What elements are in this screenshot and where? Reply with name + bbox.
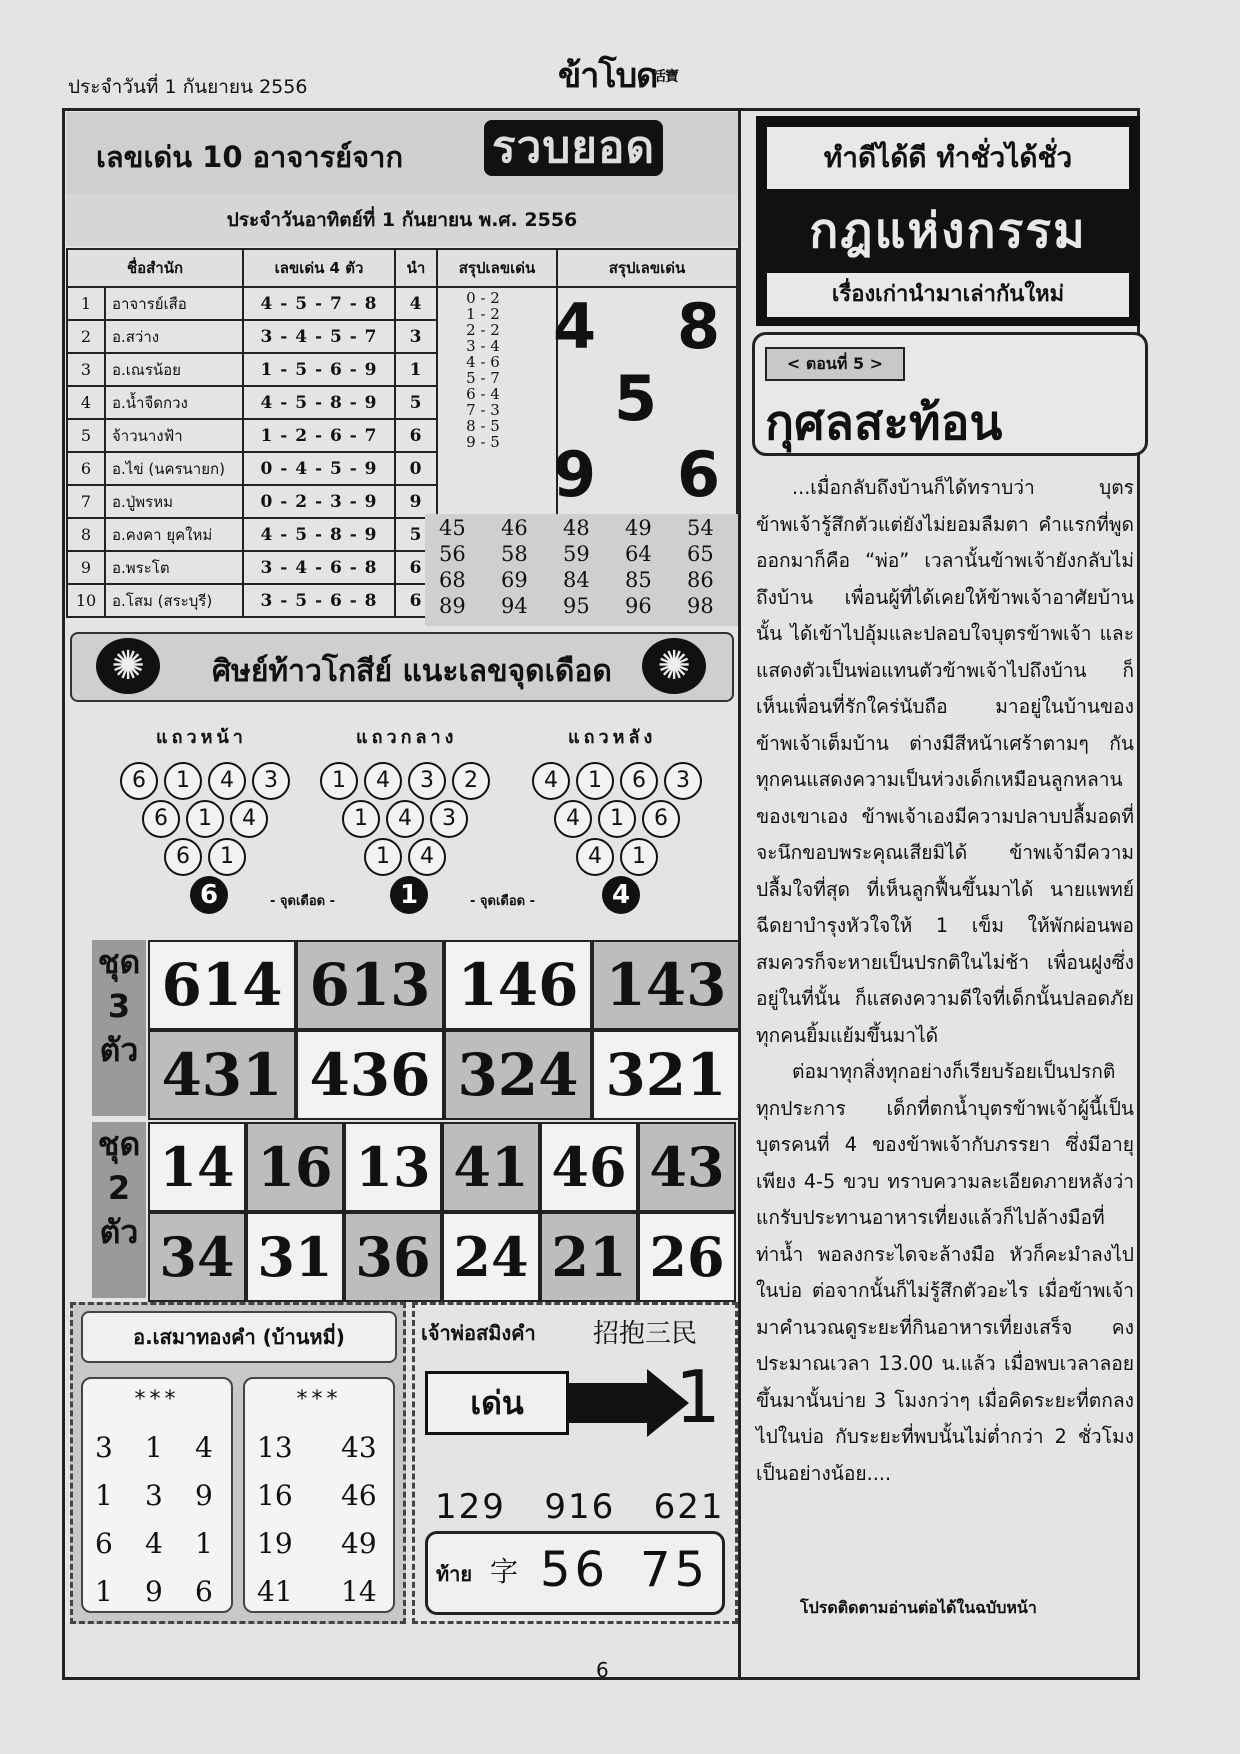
karma-banner [756,116,1140,326]
lead-digit: 1 [395,353,437,386]
number-ball: 1 [320,762,358,800]
hot-number: 1 [390,876,428,914]
set3-label [92,940,146,1116]
number-ball: 6 [120,762,158,800]
tenmasters-title: เลขเด่น 10 อาจารย์จาก [96,140,404,174]
set3-label-1: ชุด [97,943,141,981]
pair: 2 - 2 [466,321,500,339]
grid-number: 98 [687,594,714,618]
sema-left-panel [81,1377,233,1613]
office-name: อ.คงคา ยุคใหม่ [105,518,243,551]
set3-number: 146 [444,940,592,1030]
lead-digit: 6 [395,551,437,584]
number-ball: 4 [532,762,570,800]
set3-number: 436 [296,1030,444,1120]
tail-label: ท้าย [436,1562,473,1586]
continue-note: โปรดติดตามอ่านต่อได้ในฉบับหน้า [800,1598,1037,1617]
tail-zi: 字 [490,1555,519,1588]
pair: 0 - 2 [466,289,500,307]
lead-digit: 6 [395,584,437,617]
table-row [67,287,737,320]
grid-number: 54 [687,516,714,540]
set2-number: 43 [638,1122,736,1212]
grid-number: 69 [501,568,528,592]
number-ball: 1 [164,762,202,800]
four-digits: 3 - 5 - 6 - 8 [243,584,395,617]
set2-number: 14 [148,1122,246,1212]
karma-subtitle: เรื่องเก่านำมาเล่ากันใหม่ [767,273,1129,317]
pair-list [423,290,543,450]
lead-digit: 4 [395,287,437,320]
summary-digit: 4 [553,290,597,363]
number-ball: 3 [408,762,446,800]
set3-number: 324 [444,1030,592,1120]
office-name: อ.เณรน้อย [105,353,243,386]
set2-number: 24 [442,1212,540,1302]
flower-icon: ✺ [642,638,706,694]
jaopho-cjk: 招抱三民 [593,1319,698,1349]
col-header-summary-1: สรุปเลขเด่น [437,249,557,287]
lead-digit: 3 [395,320,437,353]
row-index: 7 [67,485,105,518]
grid-number: 59 [563,542,590,566]
sema-number: 9 [195,1479,213,1512]
sema-title: อ.เสมาทองคำ (บ้านหมี่) [81,1311,397,1363]
summary-digit: 8 [677,290,721,363]
number-ball: 1 [342,800,380,838]
pair: 1 - 2 [466,305,500,323]
office-name: อ.พระโต [105,551,243,584]
set3-number: 321 [592,1030,740,1120]
lead-digit: 5 [395,386,437,419]
row-label: แถวหลัง [568,727,657,748]
story-paragraph: ต่อมาทุกสิ่งทุกอย่างก็เรียบร้อยเป็นปรกติทุกประการ เด็กที่ตกน้ำบุตรข้าพเจ้าผู้นี้เป็นบุตรคนที่ 4 ของข้าพเจ้ากับภรรยา ซึ่งมีอายุเพียง 4-5 ขวบ ทราบความละเอียดภายหลังว่า แกรับประทานอาหารเที่ยงแล้วก็ไปล้างมือที่ท่าน้ำ พอลงกระไดจะล้างมือ หัวก็คะมำลงไปในบ่อ ต่อจากนั้นก็ไม่รู้สึกตัวอะไร เมื่อข้าพเจ้ามาคำนวณดูระยะที่กินอาหารเที่ยงเสร็จ คงประมาณเวลา 13.00 น.แล้ว เมื่อพบเวลาลอยขึ้นมานั้นบ่าย 3 โมงกว่าๆ เมื่อคิดระยะที่ตกลงไปในบ่อ กับระยะที่พบนั้นไม่ต่ำกว่า 2 ชั่วโมงเป็นอย่างน้อย.... [756,1060,1134,1485]
sema-number: 19 [257,1527,293,1560]
number-ball: 1 [208,838,246,876]
grid-number: 58 [501,542,528,566]
set2-number: 41 [442,1122,540,1212]
grid-number: 86 [687,568,714,592]
pair: 5 - 7 [466,369,500,387]
row-label: แถวหน้า [156,727,247,748]
set2-number: 36 [344,1212,442,1302]
row-index: 6 [67,452,105,485]
number-ball: 1 [364,838,402,876]
sema-number: 4 [195,1431,213,1464]
set2-number: 26 [638,1212,736,1302]
set3-label-3: ตัว [99,1031,139,1069]
grid-number: 85 [625,568,652,592]
number-ball: 1 [576,762,614,800]
set2-number: 46 [540,1122,638,1212]
four-digits: 3 - 4 - 6 - 8 [243,551,395,584]
office-name: อ.โสม (สระบุรี) [105,584,243,617]
set3-number: 614 [148,940,296,1030]
pair: 3 - 4 [466,337,500,355]
set2-number: 34 [148,1212,246,1302]
grid-number: 95 [563,594,590,618]
tail-number: 75 [640,1542,710,1598]
col-header-office: ชื่อสำนัก [67,249,243,287]
logo-sub: 活寶 [652,69,678,85]
row-index: 1 [67,287,105,320]
office-name: อ.สว่าง [105,320,243,353]
set2-label-3: ตัว [99,1213,139,1251]
four-digits: 4 - 5 - 8 - 9 [243,518,395,551]
number-ball: 4 [576,838,614,876]
stars: *** [296,1387,342,1412]
set2-label-1: ชุด [97,1125,141,1163]
number-ball: 1 [620,838,658,876]
number-ball: 4 [554,800,592,838]
sema-number: 43 [341,1431,377,1464]
episode-label: < ตอนที่ 5 > [765,347,905,381]
sema-number: 6 [195,1575,213,1608]
stars: *** [134,1387,180,1412]
office-name: อ.ปู่พรหม [105,485,243,518]
pair: 8 - 5 [466,417,500,435]
karma-title: กฎแห่งกรรม [809,203,1087,259]
lead-digit: 6 [395,419,437,452]
grid-number: 64 [625,542,652,566]
number-ball: 4 [208,762,246,800]
row-index: 2 [67,320,105,353]
office-name: อ.ไข่ (นครนายก) [105,452,243,485]
sema-number: 4 [145,1527,163,1560]
row-index: 3 [67,353,105,386]
sema-number: 49 [341,1527,377,1560]
number-ball: 1 [186,800,224,838]
hot-number: 6 [190,876,228,914]
newspaper-logo [558,48,678,100]
number-ball: 4 [364,762,402,800]
lead-digit: 0 [395,452,437,485]
disciple-banner [70,632,734,702]
pair: 7 - 3 [466,401,500,419]
sema-number: 3 [95,1431,113,1464]
flower-icon: ✺ [96,638,160,694]
four-digits: 4 - 5 - 8 - 9 [243,386,395,419]
tenmasters-date: ประจำวันอาทิตย์ที่ 1 กันยายน พ.ศ. 2556 [66,194,738,246]
pair: 9 - 5 [466,433,500,451]
sema-box [70,1302,406,1624]
set2-label-2: 2 [107,1169,131,1207]
tail-number: 56 [540,1542,610,1598]
episode-title: กุศลสะท้อน [765,395,1003,451]
row-index: 9 [67,551,105,584]
office-name: จ้าวนางฟ้า [105,419,243,452]
grid-number: 46 [501,516,528,540]
sema-number: 41 [257,1575,293,1608]
office-name: อ.น้ำจืดกวง [105,386,243,419]
office-name: อาจารย์เสือ [105,287,243,320]
number-ball: 6 [164,838,202,876]
number-ball: 1 [598,800,636,838]
sema-number: 1 [145,1431,163,1464]
karma-slogan: ทำดีได้ดี ทำชั่วได้ชั่ว [767,127,1129,189]
sema-number: 3 [145,1479,163,1512]
row-index: 10 [67,584,105,617]
summary-grid [425,514,738,626]
tail-box [425,1531,725,1615]
four-digits: 0 - 2 - 3 - 9 [243,485,395,518]
story-text [756,470,1134,1492]
number-ball: 4 [386,800,424,838]
number-ball: 3 [664,762,702,800]
grid-number: 84 [563,568,590,592]
summary-digit: 5 [614,362,658,435]
col-header-summary-2: สรุปเลขเด่น [557,249,737,287]
number-ball: 3 [252,762,290,800]
jaopho-box [412,1302,738,1624]
number-ball: 4 [408,838,446,876]
four-digits: 3 - 4 - 5 - 7 [243,320,395,353]
row-label: แถวกลาง [356,727,458,748]
sema-number: 16 [257,1479,293,1512]
set3-label-2: 3 [107,987,131,1025]
grid-number: 89 [439,594,466,618]
grid-number: 94 [501,594,528,618]
sema-number: 14 [341,1575,377,1608]
arrow-icon [569,1383,649,1423]
grid-number: 56 [439,542,466,566]
table-header-row [67,249,737,287]
sema-number: 6 [95,1527,113,1560]
col-header-digits: เลขเด่น 4 ตัว [243,249,395,287]
sema-number: 46 [341,1479,377,1512]
jaopho-title: เจ้าพ่อสมิงคำ [421,1321,536,1345]
lead-digit: 9 [395,485,437,518]
row-index: 5 [67,419,105,452]
set3-number: 613 [296,940,444,1030]
pair: 6 - 4 [466,385,500,403]
hot-label: - จุดเดือด - [270,894,336,909]
set2-number: 21 [540,1212,638,1302]
sema-number: 9 [145,1575,163,1608]
sema-number: 13 [257,1431,293,1464]
sema-number: 1 [95,1575,113,1608]
hot-number: 4 [602,876,640,914]
logo-text: ข้าโบด [558,56,658,96]
number-ball: 2 [452,762,490,800]
number-ball: 3 [430,800,468,838]
set2-number: 31 [246,1212,344,1302]
summary-digit: 9 [553,438,597,511]
summary-digit: 6 [677,438,721,511]
episode-box [752,332,1148,456]
tenmasters-banner [66,112,738,194]
column-divider [738,108,741,1680]
grid-number: 49 [625,516,652,540]
grid-number: 65 [687,542,714,566]
page-number: 6 [596,1658,609,1682]
number-ball: 6 [642,800,680,838]
sema-right-panel [243,1377,395,1613]
set2-number: 16 [246,1122,344,1212]
jaopho-lead: 1 [675,1355,721,1439]
jaopho-three: 129 916 621 [435,1487,725,1527]
set3-number: 431 [148,1030,296,1120]
den-label: เด่น [425,1371,569,1435]
row-index: 8 [67,518,105,551]
story-paragraph: ...เมื่อกลับถึงบ้านก็ได้ทราบว่า บุตรข้าพเจ้ารู้สึกตัวแต่ยังไม่ยอมลืมตา คำแรกที่พูดออกมาก็คือ “พ่อ” เวลานั้นข้าพเจ้ายังกลับไม่ถึงบ้าน เพื่อนผู้ที่ได้เคยให้ข้าพเจ้าอาศัยบ้านนั้น ได้เข้าไปอุ้มและปลอบใจบุตรข้าพเจ้า และแสดงตัวเป็นพ่อแทนตัวข้าพเจ้าไปถึงบ้าน ก็เห็นเพื่อนที่รักใคร่นับถือ มาอยู่ในบ้านของข้าพเจ้าเต็มบ้าน ต่างมีสีหน้าเศร้าตามๆ กัน ทุกคนแสดงความเป็นห่วงเด็กเหมือนลูกหลานของเขาเอง ข้าพเจ้าเองมีความปลาบปลื้มอดที่จะนึกขอบพระคุณเสียมิได้ ข้าพเจ้ามีความปลื้มใจที่สุด ที่เห็นลูกฟื้นขึ้นมาได้ นายแพทย์ฉีดยาบำรุงหัวใจให้ 1 เข็ม ให้พักผ่อนพอสมควรก็จะหายเป็นปรกติในไม่ช้า เพื่อนฝูงซึ่งอยู่ในที่นั้น ก็แสดงความดีใจที่เด็กนั้นปลอดภัย ทุกคนยิ้มแย้มขึ้นมาได้ [756,476,1134,1047]
issue-date: ประจำวันที่ 1 กันยายน 2556 [68,76,308,98]
col-header-lead: นำ [395,249,437,287]
set3-number: 143 [592,940,740,1030]
grid-number: 68 [439,568,466,592]
number-ball: 6 [142,800,180,838]
four-digits: 4 - 5 - 7 - 8 [243,287,395,320]
sema-number: 1 [195,1527,213,1560]
set2-label [92,1122,146,1298]
grid-number: 45 [439,516,466,540]
pair: 4 - 6 [466,353,500,371]
grid-number: 48 [563,516,590,540]
number-ball: 6 [620,762,658,800]
four-digits: 1 - 2 - 6 - 7 [243,419,395,452]
tenmasters-brand: รวบยอด [484,120,663,176]
four-digits: 1 - 5 - 6 - 9 [243,353,395,386]
lead-digit: 5 [395,518,437,551]
set2-number: 13 [344,1122,442,1212]
four-digits: 0 - 4 - 5 - 9 [243,452,395,485]
row-index: 4 [67,386,105,419]
grid-number: 96 [625,594,652,618]
hot-label: - จุดเดือด - [470,894,536,909]
number-ball: 4 [230,800,268,838]
sema-number: 1 [95,1479,113,1512]
disciple-title: ศิษย์ท้าวโกสีย์ แนะเลขจุดเดือด [212,654,612,689]
